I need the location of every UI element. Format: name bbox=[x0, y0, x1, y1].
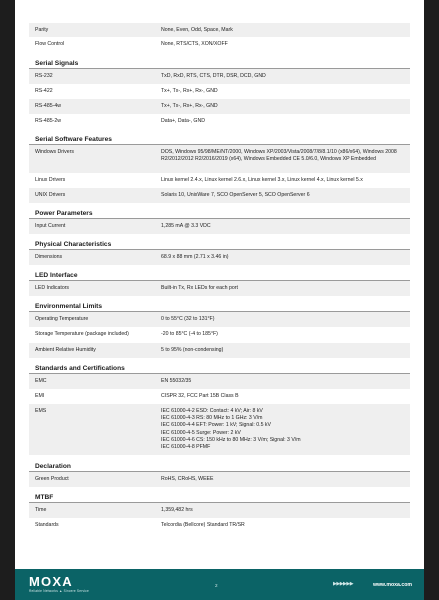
spec-value: Data+, Data-, GND bbox=[161, 117, 205, 124]
section-heading bbox=[29, 234, 410, 250]
spec-value: 1,285 mA @ 3.3 VDC bbox=[161, 222, 211, 229]
spec-row bbox=[29, 99, 410, 114]
section-title: Serial Software Features bbox=[35, 135, 112, 143]
spec-row bbox=[29, 518, 410, 533]
page-footer bbox=[15, 569, 424, 600]
section-heading bbox=[29, 129, 410, 145]
spec-label: Storage Temperature (package included) bbox=[35, 330, 129, 337]
spec-label: Time bbox=[35, 506, 47, 513]
spec-value: CISPR 32, FCC Part 15B Class B bbox=[161, 392, 239, 399]
spec-label: Green Product bbox=[35, 475, 69, 482]
spec-label: Ambient Relative Humidity bbox=[35, 346, 96, 353]
spec-label: EMS bbox=[35, 407, 47, 414]
spec-value: TxD, RxD, RTS, CTS, DTR, DSR, DCD, GND bbox=[161, 72, 266, 79]
spec-row bbox=[29, 327, 410, 343]
spec-row bbox=[29, 312, 410, 327]
spec-label: Linux Drivers bbox=[35, 176, 66, 183]
spec-label: RS-422 bbox=[35, 87, 53, 94]
spec-value: None, RTS/CTS, XON/XOFF bbox=[161, 40, 228, 47]
spec-row bbox=[29, 503, 410, 518]
spec-label: RS-232 bbox=[35, 72, 53, 79]
datasheet-page bbox=[15, 0, 424, 600]
spec-row bbox=[29, 84, 410, 99]
spec-value: IEC 61000-4-2 ESD: Contact: 4 kV; Air: 8 kV IEC 61000-4-3 RS: 80 MHz to 1 GHz: 3 V/m IEC 61000-4-4 EFT: Power: 1 kV; Signal: 0.5 kV IEC 61000-4-5 Surge: Power: 2 kV IEC 61000-4-6 CS: 150 kHz to 80 MHz: 3 V/m; Signal: 3 V/m IEC 61000-4-8 PFMF bbox=[161, 407, 301, 451]
section-title: Serial Signals bbox=[35, 59, 79, 67]
spec-value: Solaris 10, UnixWare 7, SCO OpenServer 5, SCO OpenServer 6 bbox=[161, 191, 310, 198]
spec-label: Standards bbox=[35, 521, 59, 528]
spec-table bbox=[15, 0, 424, 533]
section-title: MTBF bbox=[35, 493, 54, 501]
spec-row bbox=[29, 173, 410, 188]
spec-label: Flow Control bbox=[35, 40, 65, 47]
spec-value: None, Even, Odd, Space, Mark bbox=[161, 26, 233, 33]
section-heading bbox=[29, 487, 410, 503]
spec-value: Linux kernel 2.4.x, Linux kernel 2.6.x, Linux kernel 3.x, Linux kernel 4.x, Linux kernel 5.x bbox=[161, 176, 363, 183]
section-title: Standards and Certifications bbox=[35, 364, 125, 372]
spec-value: EN 55032/35 bbox=[161, 377, 192, 384]
spec-label: Dimensions bbox=[35, 253, 63, 260]
spec-label: EMI bbox=[35, 392, 45, 399]
section-heading bbox=[29, 265, 410, 281]
section-title: Declaration bbox=[35, 462, 71, 470]
spec-value: 5 to 95% (non-condensing) bbox=[161, 346, 224, 353]
spec-row bbox=[29, 250, 410, 265]
spec-row bbox=[29, 219, 410, 234]
spec-value: Tx+, Tx-, Rx+, Rx-, GND bbox=[161, 87, 218, 94]
spec-row bbox=[29, 114, 410, 129]
spec-label: Windows Drivers bbox=[35, 148, 74, 155]
spec-value: Telcordia (Bellcore) Standard TR/SR bbox=[161, 521, 245, 528]
spec-label: EMC bbox=[35, 377, 47, 384]
spec-value: 1,359,482 hrs bbox=[161, 506, 193, 513]
section-heading bbox=[29, 358, 410, 374]
spec-value: 68.9 x 88 mm (2.71 x 3.46 in) bbox=[161, 253, 229, 260]
spec-label: Operating Temperature bbox=[35, 315, 89, 322]
section-title: Power Parameters bbox=[35, 209, 93, 217]
spec-label: UNIX Drivers bbox=[35, 191, 66, 198]
spec-row bbox=[29, 404, 410, 455]
spec-row bbox=[29, 69, 410, 84]
spec-label: Parity bbox=[35, 26, 49, 33]
section-title: Physical Characteristics bbox=[35, 240, 112, 248]
spec-label: RS-485-2w bbox=[35, 117, 61, 124]
spec-row bbox=[29, 472, 410, 487]
section-title: Environmental Limits bbox=[35, 302, 103, 310]
section-heading bbox=[29, 51, 410, 69]
spec-value: DOS, Windows 95/98/ME/NT/2000, Windows XP/2003/Vista/2008/7/8/8.1/10 (x86/x64), Windows 2008 R2/2012/2012 R2/2016/2019 (x64), Windows Embedded CE 5.0/6.0, Windows XP Embedded bbox=[161, 148, 397, 162]
tagline: Reliable Networks ▲ Sincere Service bbox=[29, 589, 89, 593]
section-heading bbox=[29, 203, 410, 219]
spec-value: Built-in Tx, Rx LEDs for each port bbox=[161, 284, 238, 291]
page-number: 2 bbox=[215, 583, 218, 588]
spec-row bbox=[29, 145, 410, 173]
section-title: LED Interface bbox=[35, 271, 78, 279]
spec-row bbox=[29, 37, 410, 51]
moxa-logo: MOXA bbox=[29, 574, 73, 589]
spec-value: 0 to 55°C (32 to 131°F) bbox=[161, 315, 215, 322]
spec-row bbox=[29, 23, 410, 37]
spec-row bbox=[29, 389, 410, 404]
spec-row bbox=[29, 374, 410, 389]
spec-row bbox=[29, 343, 410, 358]
spec-row bbox=[29, 281, 410, 296]
website-link[interactable]: www.moxa.com bbox=[372, 582, 412, 588]
spec-value: -20 to 85°C (-4 to 185°F) bbox=[161, 330, 218, 337]
section-heading bbox=[29, 296, 410, 312]
spec-label: RS-485-4w bbox=[35, 102, 61, 109]
spec-label: Input Current bbox=[35, 222, 66, 229]
spec-value: RoHS, CRoHS, WEEE bbox=[161, 475, 214, 482]
spec-value: Tx+, Tx-, Rx+, Rx-, GND bbox=[161, 102, 218, 109]
arrow-decoration-icon: ▶▶▶▶▶▶ bbox=[333, 581, 354, 587]
spec-label: LED Indicators bbox=[35, 284, 70, 291]
spec-row bbox=[29, 188, 410, 203]
section-heading bbox=[29, 455, 410, 472]
